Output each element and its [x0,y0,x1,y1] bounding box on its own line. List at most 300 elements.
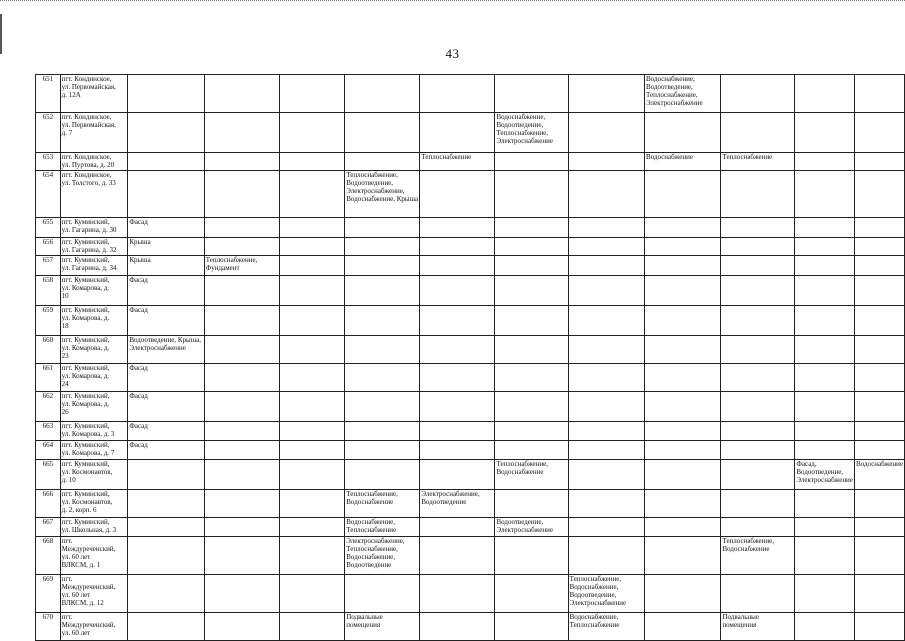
work-type-cell [795,392,855,422]
address-line: ул. Толстого, д. 33 [61,179,116,187]
work-type-cell [854,153,904,171]
row-number: 668 [36,537,61,575]
work-type-cell [568,336,644,364]
row-number: 658 [36,276,61,306]
work-type-cell [495,575,568,613]
work-type-cell: Водоснабжение, Водоотведение, Теплоснабжение, Электроснабжение [645,75,721,113]
work-type-cell: Теплоснабжение, Водоснабжение [495,460,568,490]
work-type-cell [645,537,721,575]
work-type-cell [345,218,420,238]
row-number: 652 [36,113,61,153]
work-type-cell [568,460,644,490]
work-type-cell [280,364,345,392]
work-type-cell: Водоснабжение [854,460,904,490]
work-type-cell [721,422,795,441]
work-type-cell [280,113,345,153]
work-type-cell [345,306,420,336]
work-type-cell: Водоотведение, Крыша, Электроснабжение [128,336,204,364]
work-type-cell [204,518,280,537]
table-row [36,490,905,518]
address-cell [60,256,128,276]
work-type-cell [645,392,721,422]
work-type-cell [345,75,420,113]
work-type-cell [854,441,904,460]
work-type-cell [854,306,904,336]
work-type-cell [128,75,204,113]
address-cell [60,218,128,238]
work-type-cell [204,537,280,575]
address-line: Междуреченский, [61,621,116,629]
work-type-cell [854,276,904,306]
address-cell [60,238,128,256]
work-type-cell: Подвальные помещения [721,613,795,641]
work-type-cell [495,306,568,336]
address-line: пгт. Куминский, [61,518,110,526]
work-type-cell [854,575,904,613]
work-type-cell: Фасад [128,218,204,238]
work-type-cell: Водоотведение, Электроснабжение [495,518,568,537]
work-type-cell [128,153,204,171]
work-type-cell [854,113,904,153]
work-type-cell [495,537,568,575]
address-line: пгт. [61,613,73,621]
row-number: 657 [36,256,61,276]
table-row [36,75,905,113]
work-type-cell [645,336,721,364]
work-type-cell [280,613,345,641]
work-type-cell [495,490,568,518]
work-type-cell [280,422,345,441]
work-type-cell [854,613,904,641]
work-type-cell [568,276,644,306]
address-cell [60,336,128,364]
work-type-cell [721,218,795,238]
work-type-cell [204,441,280,460]
address-line: пгт. Куминский, [61,422,110,430]
work-type-cell [280,490,345,518]
work-type-cell [645,518,721,537]
row-number: 659 [36,306,61,336]
work-type-cell: Теплоснабжение, Водоснабжение [345,490,420,518]
work-type-cell [854,238,904,256]
work-type-cell [854,537,904,575]
address-line: ул. Комарова, д. 7 [61,449,115,457]
work-type-cell [795,613,855,641]
address-cell [60,490,128,518]
address-cell [60,392,128,422]
work-type-cell [420,306,495,336]
work-type-cell [568,171,644,218]
table-row [36,422,905,441]
address-line: пгт. Куминский, [61,238,110,246]
address-line: 26 [61,408,69,416]
address-line: Междуреченский, [61,545,116,553]
work-type-cell [204,336,280,364]
address-line: пгт. Кондинское, [61,171,112,179]
work-type-cell [128,613,204,641]
work-type-cell: Крыша [128,238,204,256]
work-type-cell [128,490,204,518]
work-type-cell: Фасад [128,306,204,336]
work-type-cell [795,575,855,613]
address-cell [60,153,128,171]
work-type-cell [854,75,904,113]
work-type-cell [568,218,644,238]
work-type-cell: Водоснабжение, Теплоснабжение [568,613,644,641]
work-type-cell [795,256,855,276]
work-type-cell [721,490,795,518]
work-type-cell [280,153,345,171]
address-cell [60,460,128,490]
address-line: ул. Комарова, д. [61,314,110,322]
work-type-cell [495,336,568,364]
table-row [36,613,905,641]
work-type-cell [495,613,568,641]
address-cell [60,575,128,613]
address-line: ул. Школьная, д. 3 [61,526,117,534]
table-row [36,238,905,256]
work-type-cell [645,422,721,441]
work-type-cell [204,613,280,641]
work-type-cell [204,460,280,490]
work-type-cell [280,306,345,336]
work-type-cell: Водоснабжение, Теплоснабжение [345,518,420,537]
row-number: 664 [36,441,61,460]
row-number: 656 [36,238,61,256]
address-line: пгт. Кондинское, [61,153,112,161]
work-type-cell [420,171,495,218]
table-row [36,171,905,218]
address-cell [60,306,128,336]
address-line: ВЛКСМ, д. 1 [61,561,101,569]
row-number: 665 [36,460,61,490]
row-number: 653 [36,153,61,171]
work-type-cell [345,575,420,613]
work-type-cell [568,153,644,171]
work-type-cell [495,392,568,422]
work-type-cell [280,575,345,613]
work-type-cell [280,460,345,490]
address-cell [60,276,128,306]
address-line: пгт. Куминский, [61,276,110,284]
work-type-cell [721,364,795,392]
work-type-cell [204,575,280,613]
repair-works-table [35,74,905,641]
work-type-cell [795,75,855,113]
work-type-cell [495,441,568,460]
table-row [36,336,905,364]
address-line: ул. Пуртова, д. 20 [61,161,115,169]
work-type-cell [204,218,280,238]
work-type-cell [495,153,568,171]
work-type-cell [345,153,420,171]
address-line: д. 12А [61,91,81,99]
work-type-cell [645,306,721,336]
work-type-cell [795,113,855,153]
work-type-cell [721,336,795,364]
work-type-cell [280,537,345,575]
address-line: ул. Космонавтов, [61,468,113,476]
work-type-cell [795,537,855,575]
table-row [36,392,905,422]
address-line: ВЛКСМ, д. 12 [61,599,104,607]
work-type-cell [204,392,280,422]
work-type-cell [128,537,204,575]
address-line: ул. Первомайская, [61,83,116,91]
work-type-cell [204,153,280,171]
work-type-cell: Водоснабжение [645,153,721,171]
work-type-cell [204,113,280,153]
work-type-cell [568,256,644,276]
address-line: д. 10 [61,476,76,484]
address-line: ул. Комарова, д. [61,344,110,352]
work-type-cell [420,441,495,460]
work-type-cell [495,422,568,441]
table-row [36,153,905,171]
work-type-cell: Теплоснабжение, Водоснабжение [721,537,795,575]
work-type-cell: Теплоснабжение, Водоотведение, Электроснабжение, Водоснабжение, Крыша [345,171,420,218]
address-line: д. 2, корп. 6 [61,506,97,514]
work-type-cell [795,364,855,392]
address-line: пгт. Куминский, [61,392,110,400]
work-type-cell [280,238,345,256]
work-type-cell: Теплоснабжение, Водоснабжение, Водоотведение, Электроснабжение [568,575,644,613]
row-number: 661 [36,364,61,392]
work-type-cell [280,218,345,238]
table-row [36,276,905,306]
work-type-cell [420,276,495,306]
work-type-cell [420,218,495,238]
table-row [36,518,905,537]
work-type-cell [495,276,568,306]
work-type-cell: Фасад [128,364,204,392]
address-line: ул. Первомайская, [61,121,116,129]
work-type-cell [568,518,644,537]
work-type-cell [345,364,420,392]
work-type-cell [795,238,855,256]
address-line: пгт. Куминский, [61,490,110,498]
work-type-cell [345,238,420,256]
row-number: 666 [36,490,61,518]
work-type-cell [495,75,568,113]
work-type-cell [204,490,280,518]
work-type-cell [420,422,495,441]
table-row [36,575,905,613]
work-type-cell [795,518,855,537]
work-type-cell: Теплоснабжение [721,153,795,171]
work-type-cell [721,575,795,613]
work-type-cell [721,256,795,276]
address-line: д. 7 [61,129,73,137]
address-cell [60,75,128,113]
address-line: 23 [61,352,69,360]
work-type-cell [568,364,644,392]
address-line: пгт. Куминский, [61,306,110,314]
work-type-cell [721,75,795,113]
row-number: 662 [36,392,61,422]
address-line: ул. Комарова, д. [61,400,110,408]
work-type-cell [280,336,345,364]
work-type-cell: Подвальные помещения [345,613,420,641]
work-type-cell [795,490,855,518]
work-type-cell [280,75,345,113]
work-type-cell: Теплоснабжение, Фундамент [204,256,280,276]
work-type-cell [854,490,904,518]
address-line: ул. 60 лет [61,591,91,599]
work-type-cell [568,441,644,460]
address-cell [60,518,128,537]
address-line: ул. Гагарина, д. 34 [61,264,117,272]
work-type-cell [345,422,420,441]
work-type-cell [645,113,721,153]
address-line: пгт. [61,575,73,583]
work-type-cell [345,392,420,422]
work-type-cell [345,441,420,460]
work-type-cell [128,171,204,218]
work-type-cell: Электроснабжение, Теплоснабжение, Водоснабжение, Водоотведение [345,537,420,575]
table-row [36,537,905,575]
work-type-cell [795,336,855,364]
work-type-cell [280,171,345,218]
work-type-cell [645,575,721,613]
address-cell [60,537,128,575]
work-type-cell [721,460,795,490]
row-number: 669 [36,575,61,613]
work-type-cell [280,256,345,276]
address-line: ул. 60 лет [61,553,91,561]
work-type-cell [645,613,721,641]
table-row [36,113,905,153]
work-type-cell [128,575,204,613]
work-type-cell [645,171,721,218]
address-line: пгт. Кондинское, [61,113,112,121]
address-line: ул. Комарова, д. 3 [61,430,115,438]
address-line: ул. Космонавтов, [61,498,113,506]
work-type-cell: Фасад, Водоотведение, Электроснабжение [795,460,855,490]
work-type-cell: Крыша [128,256,204,276]
address-line: пгт. Кондинское, [61,75,112,83]
work-type-cell: Фасад [128,441,204,460]
work-type-cell [645,364,721,392]
work-type-cell [204,422,280,441]
work-type-cell [345,113,420,153]
work-type-cell [128,113,204,153]
work-type-cell [721,441,795,460]
work-type-cell [420,392,495,422]
work-type-cell [495,256,568,276]
work-type-cell [795,153,855,171]
table-row [36,306,905,336]
work-type-cell [280,518,345,537]
work-type-cell [280,441,345,460]
work-type-cell [645,276,721,306]
work-type-cell [420,75,495,113]
work-type-cell [721,276,795,306]
work-type-cell [568,422,644,441]
row-number: 667 [36,518,61,537]
table-row [36,364,905,392]
row-number: 663 [36,422,61,441]
address-cell [60,364,128,392]
work-type-cell: Фасад [128,276,204,306]
work-type-cell [420,336,495,364]
work-type-cell [204,75,280,113]
page-number: 43 [445,46,460,61]
work-type-cell [495,238,568,256]
work-type-cell [721,518,795,537]
work-type-cell [854,218,904,238]
address-line: Междуреченский, [61,583,116,591]
work-type-cell: Водоснабжение, Водоотведение, Теплоснабжение, Электроснабжение [495,113,568,153]
address-line: пгт. Куминский, [61,256,110,264]
work-type-cell [568,75,644,113]
address-line: ул. Комарова, д. [61,284,110,292]
address-line: пгт. Куминский, [61,441,110,449]
work-type-cell [854,422,904,441]
work-type-cell [795,422,855,441]
table-row [36,256,905,276]
work-type-cell [568,537,644,575]
work-type-cell [568,238,644,256]
work-type-cell [204,364,280,392]
work-type-cell [854,256,904,276]
work-type-cell [645,441,721,460]
work-type-cell [420,613,495,641]
work-type-cell [795,441,855,460]
row-number: 651 [36,75,61,113]
row-number: 670 [36,613,61,641]
work-type-cell: Теплоснабжение [420,153,495,171]
address-line: пгт. [61,537,73,545]
work-type-cell [645,218,721,238]
work-type-cell [568,306,644,336]
work-type-cell [854,336,904,364]
work-type-cell [568,490,644,518]
work-type-cell [495,364,568,392]
work-type-cell [495,218,568,238]
address-cell [60,171,128,218]
work-type-cell [204,276,280,306]
address-line: ул. Гагарина, д. 30 [61,226,117,234]
work-type-cell [420,364,495,392]
work-type-cell [645,460,721,490]
work-type-cell [795,171,855,218]
work-type-cell [721,238,795,256]
address-line: ул. Гагарина, д. 32 [61,246,117,254]
address-line: ул. Комарова, д. [61,372,110,380]
address-line: 24 [61,380,69,388]
table-row [36,218,905,238]
work-type-cell [420,238,495,256]
work-type-cell [645,238,721,256]
work-type-cell [795,276,855,306]
work-type-cell [721,392,795,422]
work-type-cell [280,392,345,422]
work-type-cell [345,276,420,306]
work-type-cell [645,256,721,276]
work-type-cell [854,364,904,392]
address-line: пгт. Куминский, [61,460,110,468]
top-edge-line [0,0,905,4]
address-cell [60,422,128,441]
work-type-cell [721,113,795,153]
work-type-cell [204,238,280,256]
work-type-cell [795,306,855,336]
work-type-cell [280,276,345,306]
address-line: 10 [61,292,69,300]
work-type-cell [495,171,568,218]
address-line: ул. 60 лет [61,629,91,637]
